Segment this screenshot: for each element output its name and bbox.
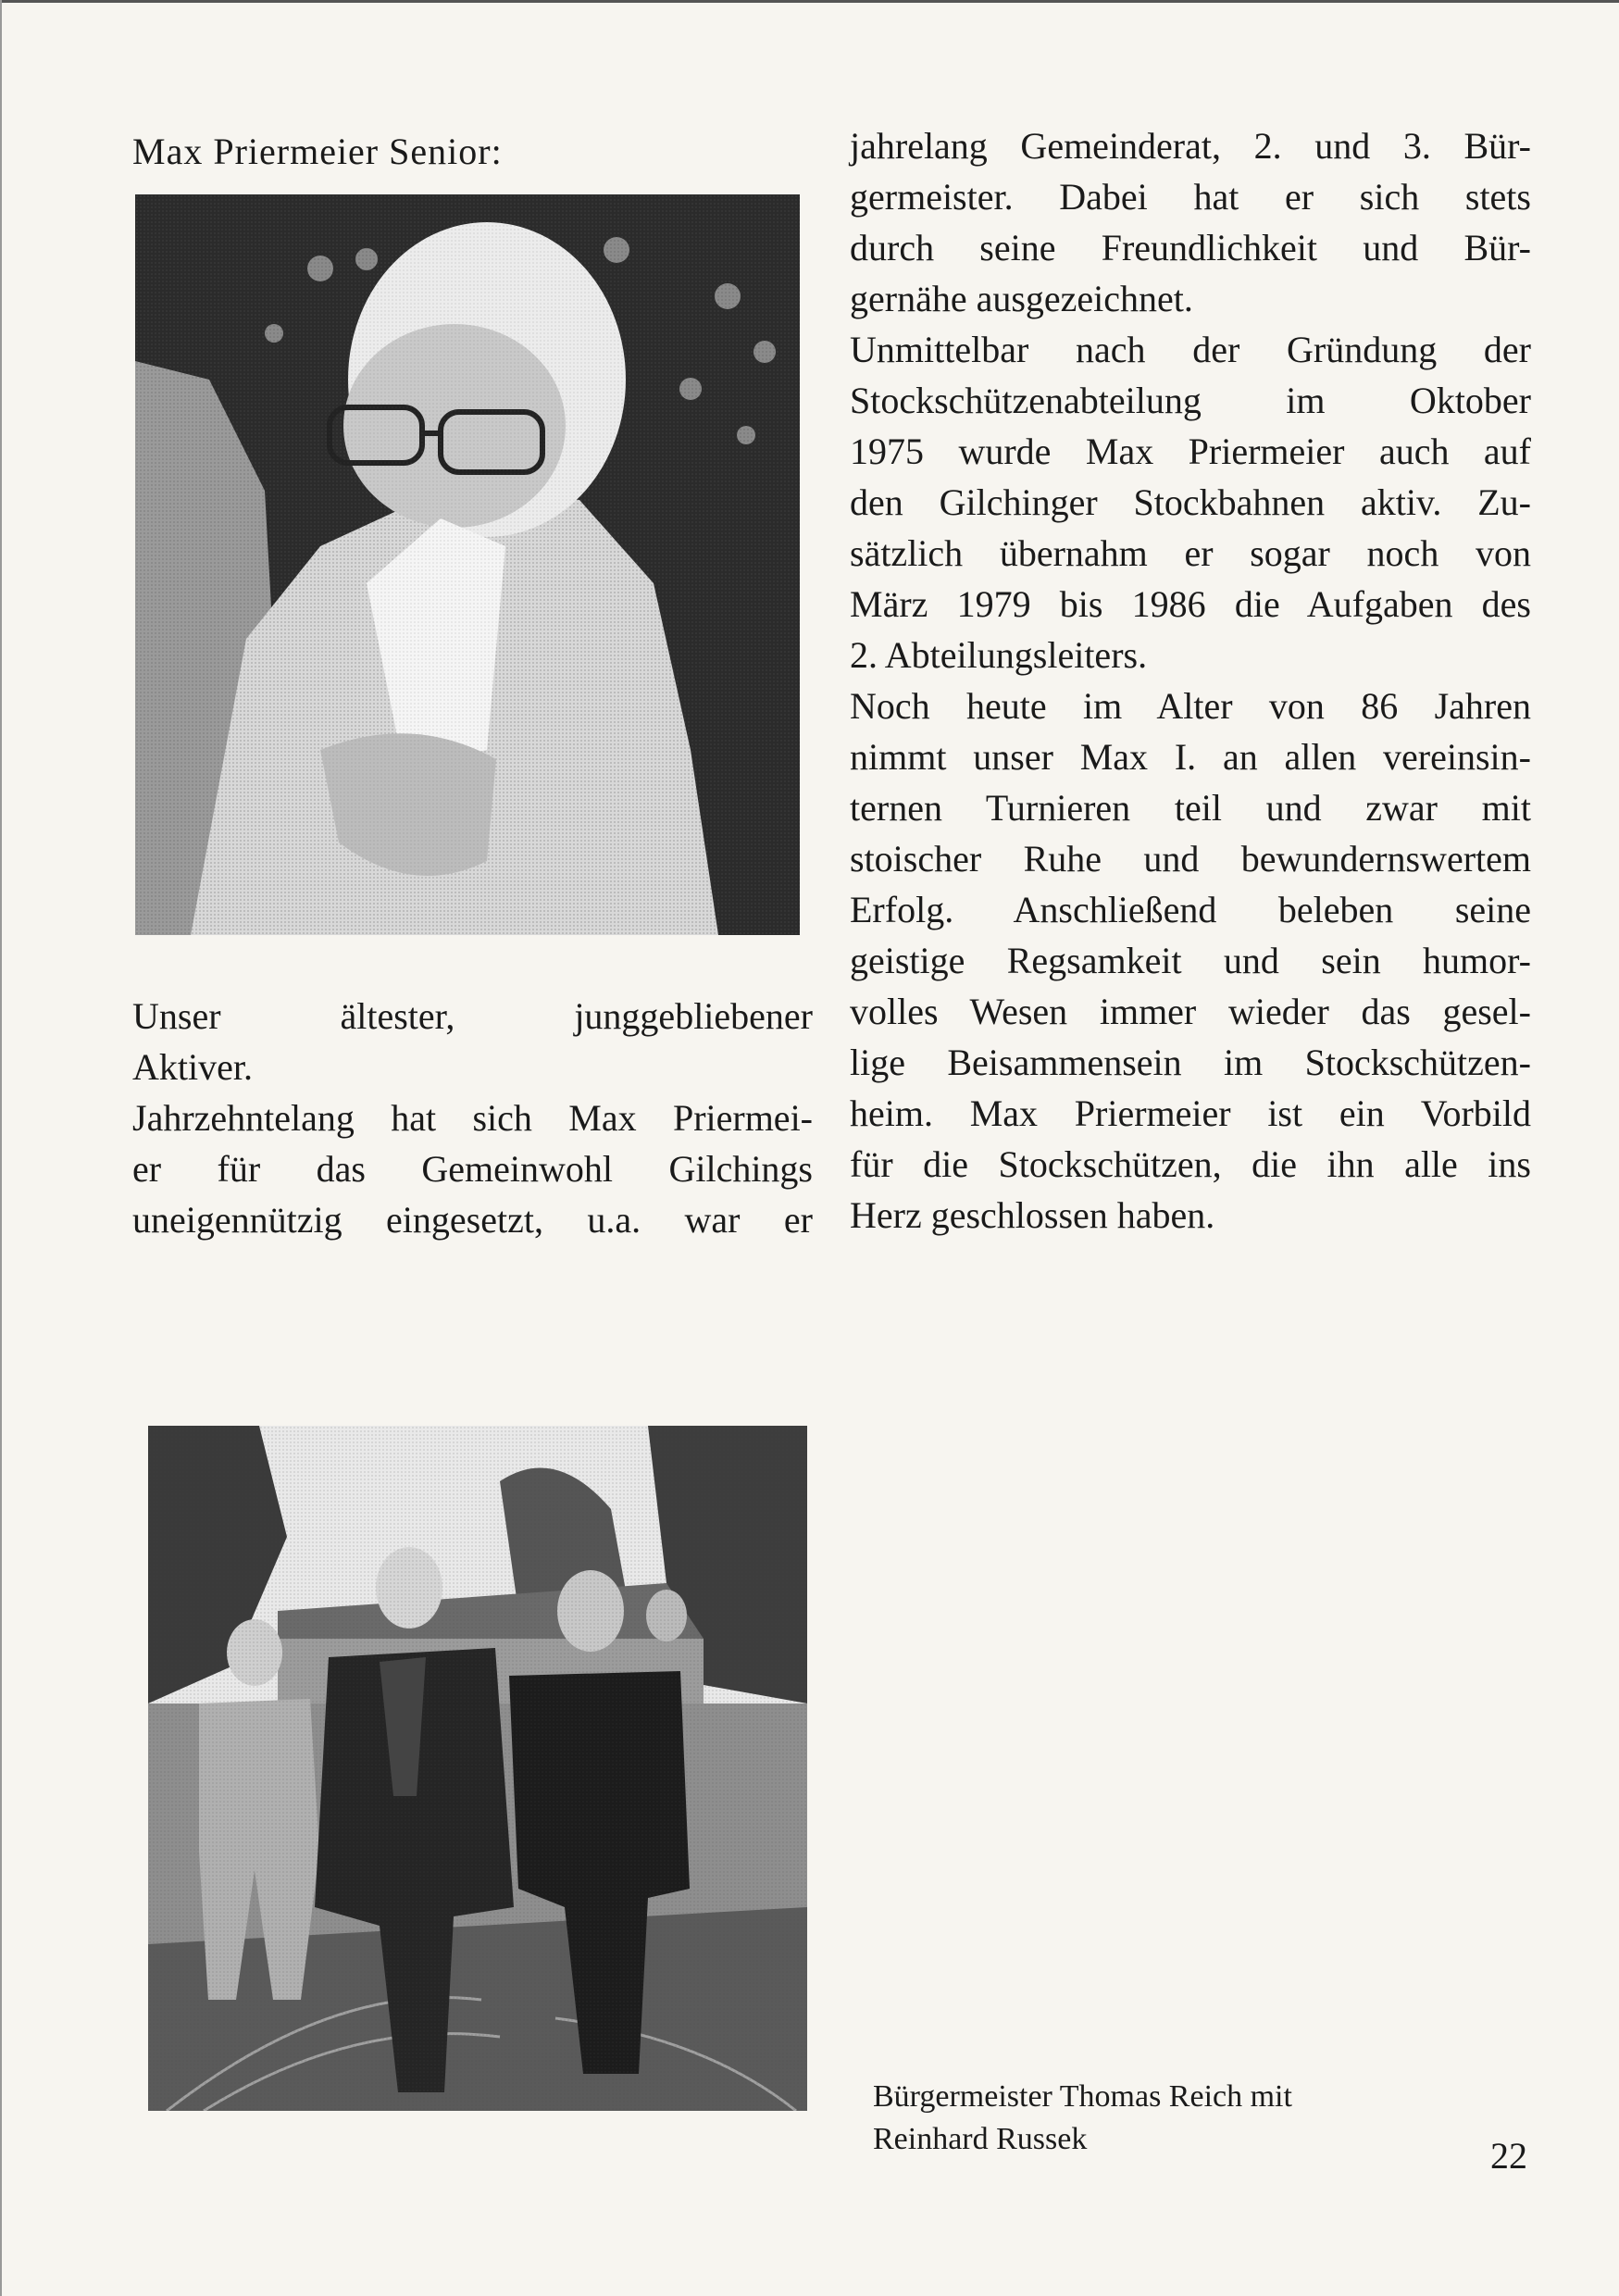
text-line: gernähe ausgezeichnet.	[850, 278, 1193, 319]
text-line: für die Stockschützen, die ihn alle ins	[850, 1143, 1531, 1185]
caption-line: Reinhard Russek	[873, 2122, 1088, 2156]
text-line: Jahrzehntelang hat sich Max Priermei-	[132, 1097, 813, 1139]
page-top-edge	[0, 0, 1619, 3]
right-text-column	[850, 120, 1531, 1241]
text-line: nimmt unser Max I. an allen vereinsin-	[850, 736, 1531, 778]
text-line: Aktiver.	[132, 1046, 253, 1088]
text-line: jahrelang Gemeinderat, 2. und 3. Bür-	[850, 125, 1531, 167]
text-line: Erfolg. Anschließend beleben seine	[850, 889, 1531, 930]
text-line: uneigennützig eingesetzt, u.a. war er	[132, 1199, 813, 1241]
text-line: den Gilchinger Stockbahnen aktiv. Zu-	[850, 481, 1531, 523]
text-line: 2. Abteilungsleiters.	[850, 634, 1148, 676]
text-line: Noch heute im Alter von 86 Jahren	[850, 685, 1531, 727]
text-line: stoischer Ruhe und bewundernswertem	[850, 838, 1531, 880]
text-line: geistige Regsamkeit und sein humor-	[850, 940, 1531, 981]
page-number: 22	[1490, 2135, 1527, 2177]
text-line: lige Beisammensein im Stockschützen-	[850, 1042, 1531, 1083]
text-line: heim. Max Priermeier ist ein Vorbild	[850, 1092, 1531, 1134]
text-line: März 1979 bis 1986 die Aufgaben des	[850, 583, 1531, 625]
text-line: Herz geschlossen haben.	[850, 1194, 1215, 1236]
text-line: 1975 wurde Max Priermeier auch auf	[850, 430, 1531, 472]
text-line: Unser ältester, junggebliebener	[132, 995, 813, 1037]
caption-line: Bürgermeister Thomas Reich mit	[873, 2079, 1292, 2114]
portrait-photo-max-priermeier	[135, 194, 800, 935]
text-line: germeister. Dabei hat er sich stets	[850, 176, 1531, 218]
photo-caption	[873, 2076, 1428, 2161]
text-line: volles Wesen immer wieder das gesel-	[850, 991, 1531, 1032]
text-line: Stockschützenabteilung im Oktober	[850, 380, 1531, 421]
text-line: sätzlich übernahm er sogar noch von	[850, 532, 1531, 574]
page-left-edge	[0, 0, 2, 2296]
text-line: er für das Gemeinwohl Gilchings	[132, 1148, 813, 1190]
text-line: durch seine Freundlichkeit und Bür-	[850, 227, 1531, 268]
section-heading: Max Priermeier Senior:	[132, 131, 503, 172]
left-text-column	[132, 991, 813, 1245]
text-line: Unmittelbar nach der Gründung der	[850, 329, 1531, 370]
text-line: ternen Turnieren teil und zwar mit	[850, 787, 1531, 829]
group-photo-reich-russek	[148, 1426, 807, 2111]
